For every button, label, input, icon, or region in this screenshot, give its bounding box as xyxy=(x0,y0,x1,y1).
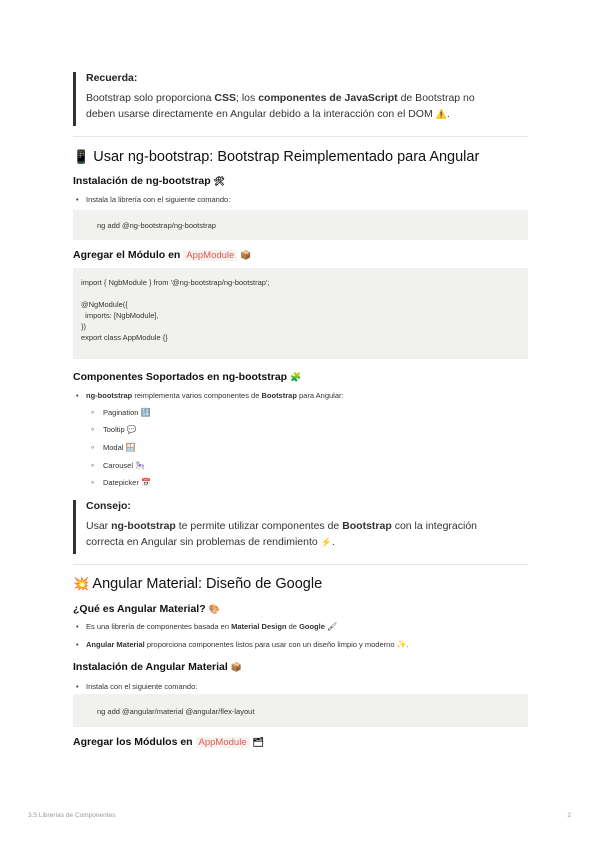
puzzle-icon: 🧩 xyxy=(290,372,302,382)
section-heading-angular-material: 💥 Angular Material: Diseño de Google xyxy=(73,576,323,592)
folder-dividers-icon: 🗂 xyxy=(252,737,264,747)
footer-page-number: 2 xyxy=(567,812,571,819)
component-item-tooltip: ◦ Tooltip 💬 xyxy=(92,425,137,434)
component-item-datepicker: ◦ Datepicker 📅 xyxy=(92,478,151,487)
subheading-add-module: Agregar el Módulo en AppModule 📦 xyxy=(73,249,252,261)
callout-title: Recuerda: xyxy=(86,72,138,84)
inline-code-appmodule: AppModule xyxy=(183,250,237,261)
subheading-add-modules: Agregar los Módulos en AppModule 🗂 xyxy=(73,736,264,748)
carousel-icon: 🎠 xyxy=(135,461,146,470)
collision-icon: 💥 xyxy=(73,576,90,591)
package-icon: 📦 xyxy=(230,662,242,672)
component-item-pagination: ◦ Pagination 🔢 xyxy=(92,408,151,417)
mobile-phone-icon: 📱 xyxy=(73,149,90,164)
subheading-what-is-material: ¿Qué es Angular Material? 🎨 xyxy=(73,603,220,615)
callout-body: Usar ng-bootstrap te permite utilizar componentes de Bootstrap con la integración correcta en Angular sin problemas de rendimiento ⚡. xyxy=(86,520,478,548)
paintbrush-icon: 🖌 xyxy=(327,622,338,631)
callout-recuerda xyxy=(73,72,528,126)
callout-body: Bootstrap solo proporciona CSS; los componentes de JavaScript de Bootstrap no deben usarse directamente en Angular debido a la interacción con el DOM ⚠️. xyxy=(86,92,475,120)
list-item: • Instala la librería con el siguiente comando: xyxy=(78,195,230,204)
callout-consejo xyxy=(73,500,528,554)
calendar-icon: 📅 xyxy=(140,478,151,487)
sparkles-icon: ✨ xyxy=(396,640,407,649)
component-item-modal: ◦ Modal 🪟 xyxy=(92,443,136,452)
subheading-install-material: Instalación de Angular Material 📦 xyxy=(73,661,242,673)
component-item-carousel: ◦ Carousel 🎠 xyxy=(92,461,145,470)
speech-bubble-icon: 💬 xyxy=(126,425,137,434)
numbers-icon: 🔢 xyxy=(140,408,151,417)
tools-icon: 🛠 xyxy=(213,176,226,186)
list-item: • ng-bootstrap reimplementa varios componentes de Bootstrap para Angular: xyxy=(78,391,344,400)
code-block-install: ng add @ng-bootstrap/ng-bootstrap xyxy=(73,210,528,240)
list-item: • Es una librería de componentes basada en Material Design de Google 🖌 xyxy=(78,622,337,631)
code-block-install-material: ng add @angular/material @angular/flex-layout xyxy=(73,694,528,727)
lightning-icon: ⚡ xyxy=(320,537,332,547)
code-block-module: import { NgbModule } from '@ng-bootstrap/ng-bootstrap'; @NgModule({ imports: [NgbModule], }) export class AppModule {} xyxy=(73,268,528,359)
warning-icon: ⚠️ xyxy=(435,109,447,119)
section-heading-ng-bootstrap: 📱 Usar ng-bootstrap: Bootstrap Reimplementado para Angular xyxy=(73,149,480,165)
list-item: • Angular Material proporciona componentes listos para usar con un diseño limpio y moderno ✨. xyxy=(78,640,409,649)
footer-chapter-title: 3.5 Librerías de Componentes xyxy=(28,812,116,819)
palette-icon: 🎨 xyxy=(208,604,220,614)
package-icon: 📦 xyxy=(240,250,252,260)
subheading-install-ng-bootstrap: Instalación de ng-bootstrap 🛠 xyxy=(73,175,226,187)
divider xyxy=(73,564,528,565)
window-icon: 🪟 xyxy=(125,443,136,452)
callout-title: Consejo: xyxy=(86,500,131,512)
list-item: • Instala con el siguiente comando: xyxy=(78,682,197,691)
divider xyxy=(73,136,528,137)
subheading-supported-components: Componentes Soportados en ng-bootstrap 🧩 xyxy=(73,371,302,383)
inline-code-appmodule: AppModule xyxy=(196,737,250,748)
